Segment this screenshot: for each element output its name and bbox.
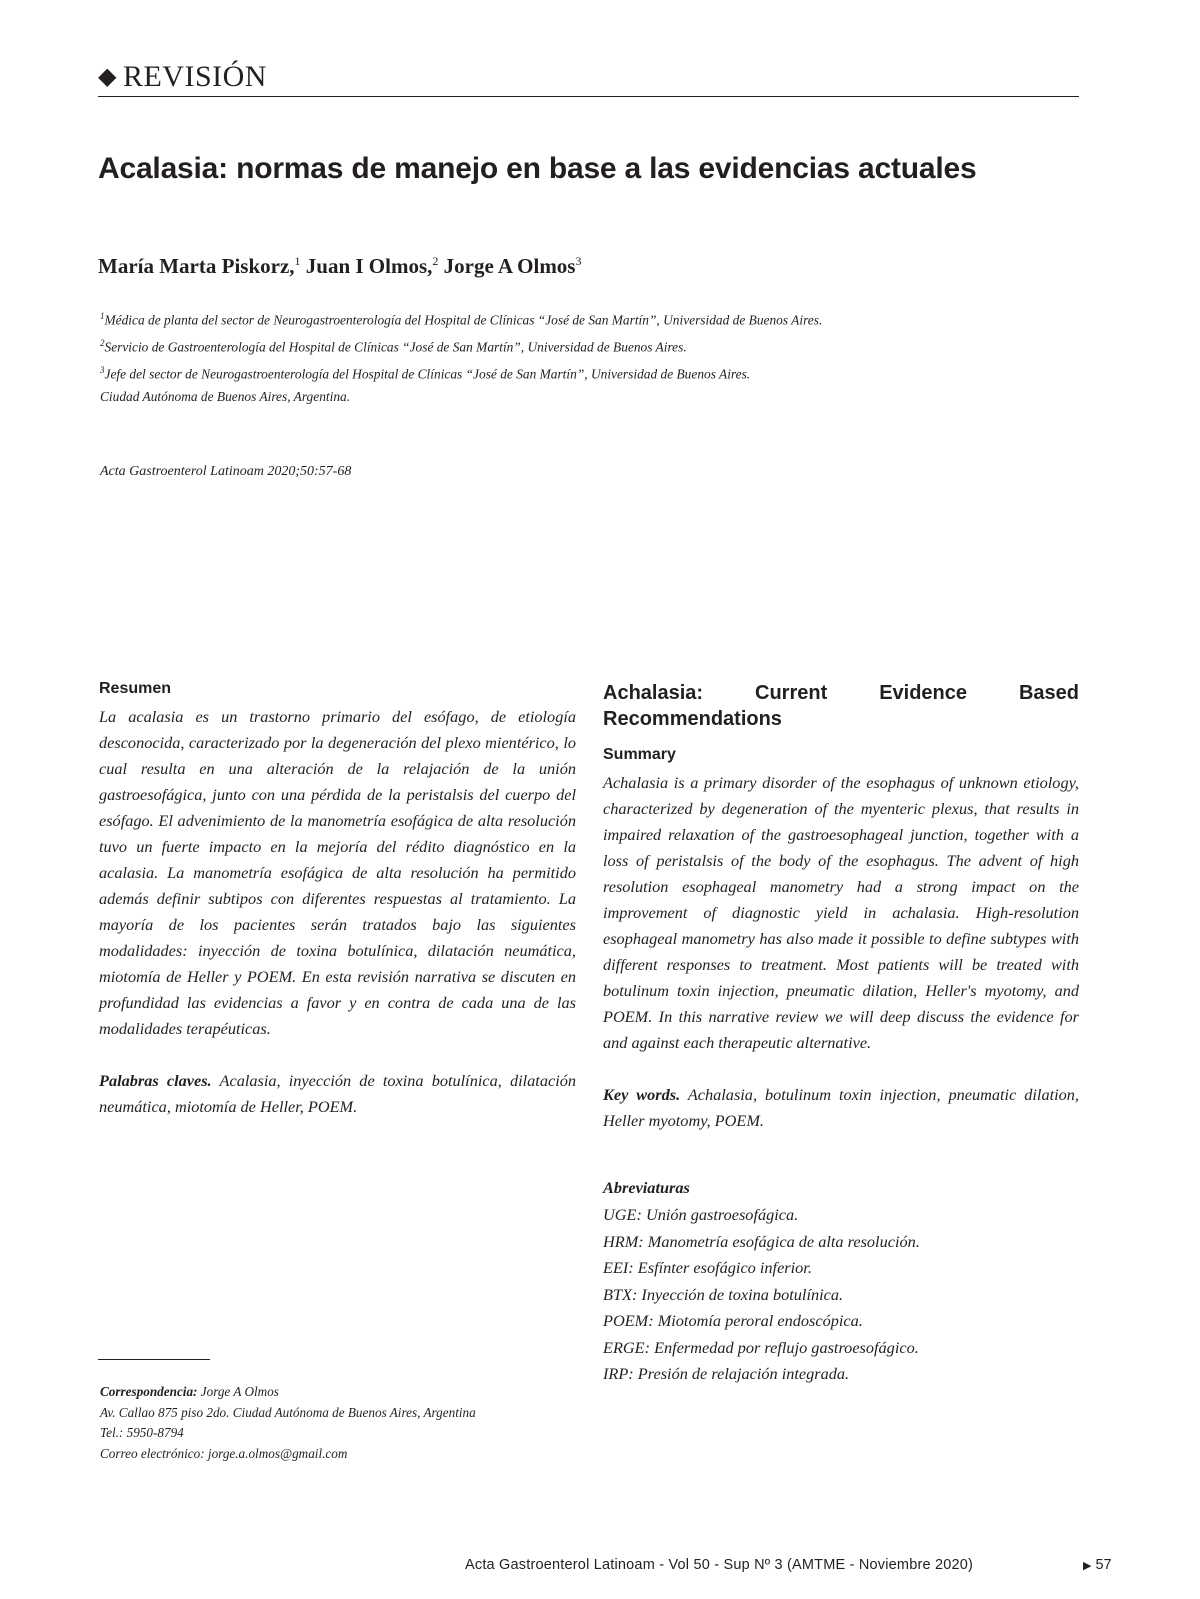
- abbreviation-item: EEI: Esfínter esofágico inferior.: [603, 1258, 812, 1277]
- resumen-heading: Resumen: [99, 680, 172, 697]
- affil-text: Médica de planta del sector de Neurogastroenterología del Hospital de Clínicas “José de San Martín”, Universidad de Buenos Aires.: [104, 312, 823, 328]
- abbreviations-list: [603, 1202, 1079, 1388]
- summary-keywords: [603, 1082, 1079, 1134]
- header-rule: [98, 96, 1079, 97]
- author-affil-mark: 3: [575, 254, 582, 268]
- author-name: Juan I Olmos,: [305, 254, 433, 278]
- affil-text: Servicio de Gastroenterología del Hospital de Clínicas “José de San Martín”, Universidad de Buenos Aires.: [104, 339, 687, 355]
- keywords-label: Palabras claves.: [99, 1071, 212, 1090]
- article-title: Acalasia: normas de manejo en base a las evidencias actuales: [98, 152, 977, 185]
- correspondence-address: Av. Callao 875 piso 2do. Ciudad Autónoma de Buenos Aires, Argentina: [100, 1404, 476, 1420]
- correspondence-phone: Tel.: 5950-8794: [100, 1425, 184, 1440]
- affil-text: Jefe del sector de Neurogastroenterología del Hospital de Clínicas “José de San Martín”, Universidad de Buenos Aires.: [104, 366, 751, 382]
- summary-heading: Summary: [603, 746, 676, 763]
- english-title: Achalasia: Current Evidence Based Recommendations: [603, 682, 1079, 730]
- keywords-text: Achalasia, botulinum toxin injection, pneumatic dilation, Heller myotomy, POEM.: [603, 1085, 1079, 1130]
- resumen-text: La acalasia es un trastorno primario del esófago, de etiología desconocida, caracterizado por la degeneración del plexo mientérico, lo cual resulta en una alteración de la relajación de la unión gastroesofágica, junto con una pérdida de la peristalsis del cuerpo del esófago. El advenimiento de la manometría esofágica de alta resolución tuvo un fuerte impacto en la mejoría del rédito diagnóstico en la acalasia. La manometría esofágica de alta resolución ha permitido además definir subtipos con diferentes respuestas al tratamiento. La mayoría de los pacientes serán tratados bajo las siguientes modalidades: inyección de toxina botulínica, dilatación neumática, miotomía de Heller y POEM. En esta revisión narrativa se discuten en profundidad las evidencias a favor y en contra de cada una de las modalidades terapéuticas.: [99, 707, 576, 1038]
- running-footer: Acta Gastroenterol Latinoam - Vol 50 - Sup Nº 3 (AMTME - Noviembre 2020): [465, 1557, 974, 1573]
- affil-text: Ciudad Autónoma de Buenos Aires, Argentina.: [100, 388, 351, 404]
- page-number: [1083, 1557, 1112, 1573]
- abbreviation-item: BTX: Inyección de toxina botulínica.: [603, 1284, 844, 1304]
- section-label: [98, 60, 267, 94]
- section-label-text: REVISIÓN: [122, 60, 267, 93]
- journal-citation: Acta Gastroenterol Latinoam 2020;50:57-68: [100, 464, 352, 479]
- author-name: María Marta Piskorz,: [98, 254, 295, 278]
- abbreviation-item: IRP: Presión de relajación integrada.: [603, 1364, 850, 1383]
- abbreviation-item: ERGE: Enfermedad por reflujo gastroesofágico.: [603, 1337, 919, 1357]
- affiliation-line: [100, 359, 1060, 386]
- affiliations: [100, 305, 1060, 408]
- correspondence-block: [100, 1382, 570, 1464]
- correspondence-email: Correo electrónico: jorge.a.olmos@gmail.com: [100, 1445, 348, 1461]
- affiliation-line: [100, 305, 1060, 332]
- footnote-rule: [98, 1359, 210, 1360]
- summary-column: [603, 680, 1079, 1388]
- affil-mark: 1: [100, 311, 105, 321]
- correspondence-name: Jorge A Olmos: [200, 1384, 279, 1399]
- author-list: [98, 254, 581, 279]
- page-number-text: 57: [1095, 1557, 1112, 1573]
- correspondence-line: [100, 1382, 570, 1403]
- affil-mark: 3: [100, 364, 105, 375]
- affiliation-line: [100, 332, 1060, 359]
- resumen-column: [99, 680, 576, 1120]
- abbreviation-item: UGE: Unión gastroesofágica.: [603, 1205, 799, 1224]
- abbreviations-block: [603, 1178, 1079, 1388]
- abbreviation-item: HRM: Manometría esofágica de alta resolución.: [603, 1231, 920, 1251]
- author-affil-mark: 2: [432, 254, 439, 268]
- abbreviations-heading: Abreviaturas: [603, 1178, 690, 1197]
- keywords-text: Acalasia, inyección de toxina botulínica, dilatación neumática, miotomía de Heller, POEM.: [99, 1071, 577, 1116]
- author-name: Jorge A Olmos: [443, 254, 576, 278]
- triangle-right-icon: ▶: [1083, 1560, 1092, 1572]
- affiliation-line: [100, 386, 1060, 409]
- resumen-keywords: [99, 1068, 576, 1120]
- diamond-icon: ◆: [98, 64, 117, 90]
- keywords-label: Key words.: [603, 1085, 681, 1104]
- abbreviation-item: POEM: Miotomía peroral endoscópica.: [603, 1311, 863, 1330]
- summary-text: Achalasia is a primary disorder of the esophagus of unknown etiology, characterized by degeneration of the myenteric plexus, that results in impaired relaxation of the gastroesophageal junction, together with a loss of peristalsis of the body of the esophagus. The advent of high resolution esophageal manometry had a strong impact on the improvement of diagnostic yield in achalasia. High-resolution esophageal manometry has also made it possible to define subtypes with different responses to treatment. Most patients will be treated with botulinum toxin injection, pneumatic dilation, Heller's myotomy, and POEM. In this narrative review we will deep discuss the evidence for and against each therapeutic alternative.: [603, 773, 1079, 1052]
- author-affil-mark: 1: [294, 254, 301, 268]
- correspondence-label: Correspondencia:: [100, 1384, 198, 1399]
- affil-mark: 2: [100, 337, 105, 348]
